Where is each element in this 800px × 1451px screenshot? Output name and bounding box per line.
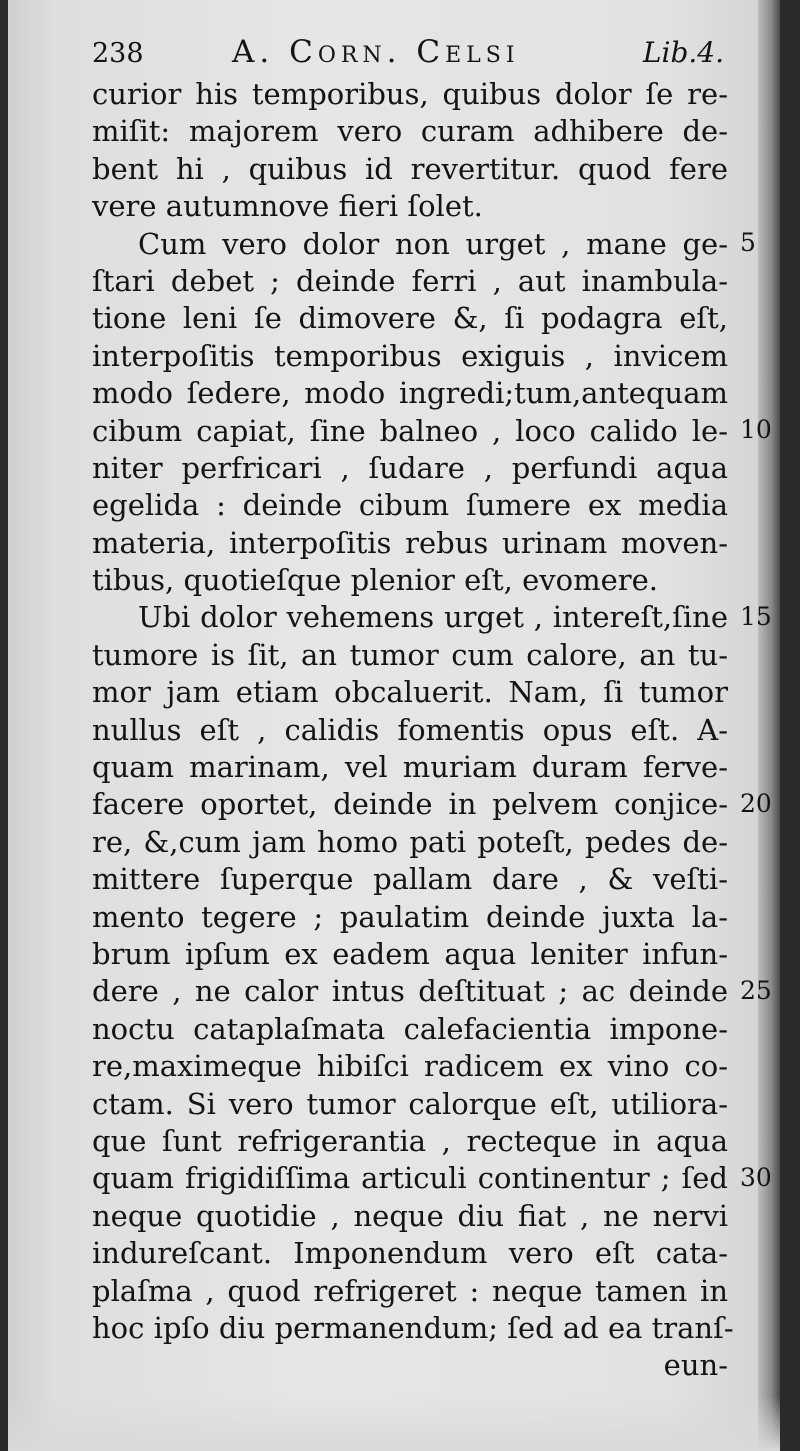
text-line: interpoſitis temporibus exiguis , invicem [92, 338, 728, 373]
text-line: miſit: majorem vero curam adhibere de- [92, 114, 728, 149]
text-line: indureſcant. Imponendum vero eſt cata- [92, 1236, 728, 1271]
text-line: neque quotidie , neque diu fiat , ne nervi [92, 1198, 728, 1233]
text-line: ctam. Si vero tumor calorque eſt, utiliora- [92, 1086, 728, 1121]
page-number: 238 [92, 38, 144, 69]
line-number: 5 [740, 227, 756, 257]
text-line: cibum capiat, ſine balneo , loco calido le- [92, 413, 728, 448]
line-number: 15 [740, 601, 772, 631]
line-number: 30 [740, 1162, 772, 1192]
text-line: eun- [663, 1348, 728, 1383]
text-line: Ubi dolor vehemens urget , intereſt,ſine [138, 600, 728, 635]
text-line: mor jam etiam obcaluerit. Nam, ſi tumor [92, 675, 728, 710]
text-line: tumore is ſit, an tumor cum calore, an tu- [92, 637, 728, 672]
text-line: materia, interpoſitis rebus urinam moven- [92, 525, 728, 560]
text-line: nullus eſt , calidis fomentis opus eſt. A- [92, 712, 728, 747]
text-line: ſtari debet ; deinde ferri , aut inambula- [92, 263, 728, 298]
text-line: mittere ſuperque pallam dare , & veſti- [92, 862, 728, 897]
line-number: 10 [740, 414, 772, 444]
text-line: noctu cataplaſmata calefacientia impone- [92, 1011, 728, 1046]
page-header [92, 34, 724, 74]
text-line: mento tegere ; paulatim deinde juxta la- [92, 899, 728, 934]
line-number: 20 [740, 788, 772, 818]
text-line: modo ſedere, modo ingredi;tum,antequam [92, 376, 728, 411]
text-line: facere oportet, deinde in pelvem conjice- [92, 787, 728, 822]
book-reference: Lib.4. [642, 36, 724, 69]
page-bottom-edge [8, 1396, 780, 1451]
line-number: 25 [740, 975, 772, 1005]
text-line: tione leni ſe dimovere &, ſi podagra eſt, [92, 301, 728, 336]
page-gutter-shadow [758, 0, 780, 1451]
running-title: A. Corn. Celsi [232, 34, 520, 70]
text-line: niter perfricari , ſudare , perfundi aqua [92, 450, 728, 485]
text-line: hoc ipſo diu permanendum; ſed ad ea tranſ- [92, 1310, 734, 1345]
body-text [92, 76, 772, 1385]
text-line: egelida : deinde cibum ſumere ex media [92, 488, 728, 523]
text-line: tibus, quotieſque plenior eſt, evomere. [92, 563, 659, 598]
text-line: brum ipſum ex eadem aqua leniter infun- [92, 936, 728, 971]
text-line: quam marinam, vel muriam duram ferve- [92, 750, 728, 785]
text-line: Cum vero dolor non urget , mane ge- [138, 226, 728, 261]
text-line: dere , ne calor intus deſtituat ; ac deinde [92, 974, 728, 1009]
text-line: quam frigidiſſima articuli continentur ; ſed [92, 1161, 728, 1196]
text-line: plaſma , quod refrigeret : neque tamen in [92, 1273, 728, 1308]
text-line: curior his temporibus, quibus dolor ſe re- [92, 77, 728, 111]
text-line: que ſunt refrigerantia , recteque in aqua [92, 1123, 728, 1158]
text-line: vere autumnove fieri ſolet. [92, 189, 483, 224]
text-line: re,maximeque hibiſci radicem ex vino co- [92, 1049, 728, 1084]
text-line: re, &,cum jam homo pati poteſt, pedes de- [92, 824, 728, 859]
text-line: bent hi , quibus id revertitur. quod fere [92, 151, 728, 186]
